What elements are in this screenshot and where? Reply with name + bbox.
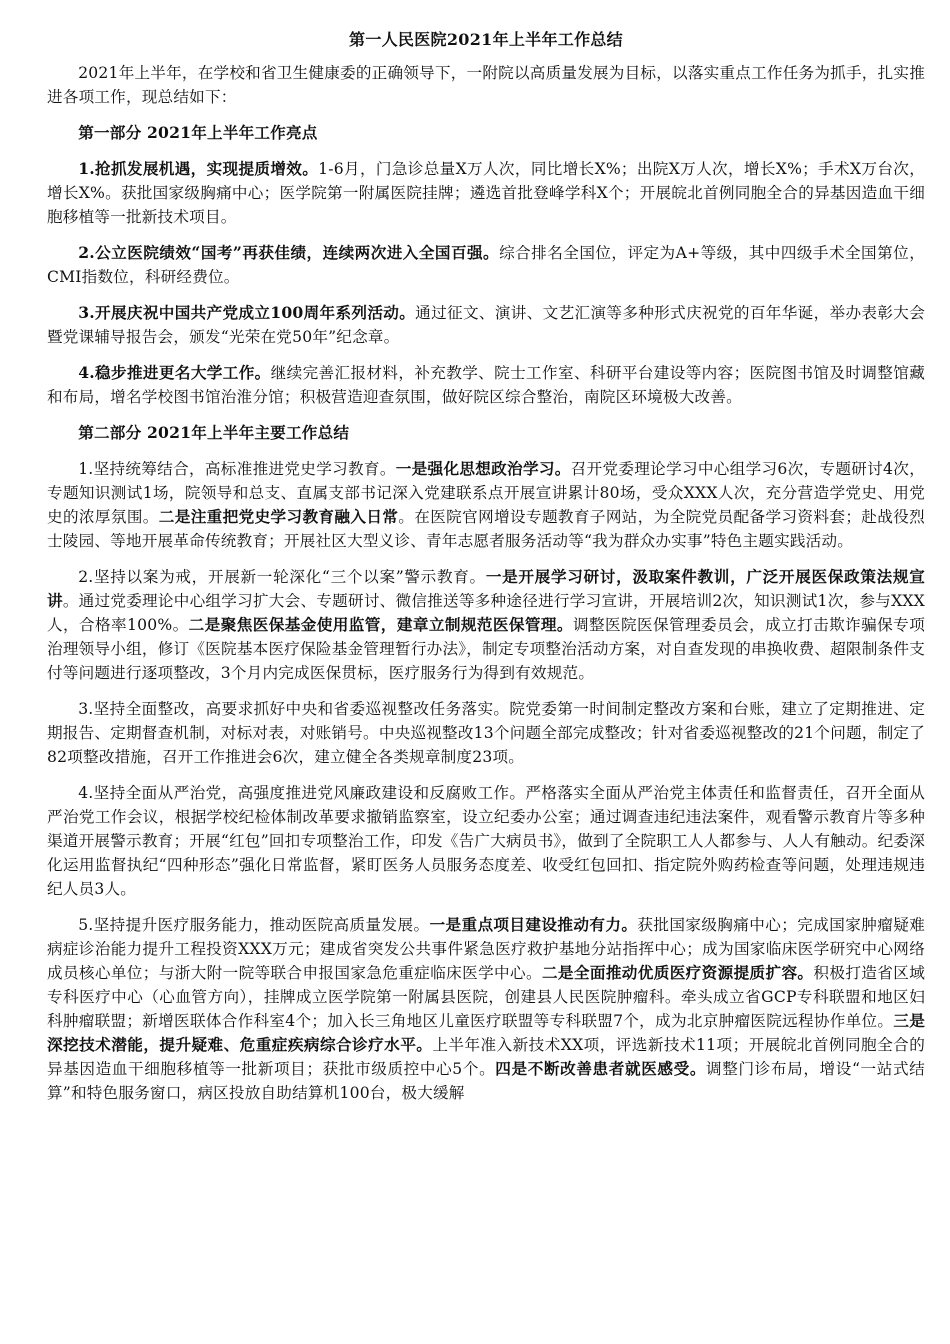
- highlight-text: 继续完善汇报材料，补充教学、院士工作室、科研平台建设等内容；医院图书馆及时调整馆藏和布局，增名学校图书馆治淮分馆；积极营造迎查氛围，做好院区综合整治，南院区环境极大改善。: [47, 364, 925, 406]
- summary-text: 4.坚持全面从严治党，高强度推进党风廉政建设和反腐败工作。严格落实全面从严治党主体责任和监督责任，召开全面从严治党工作会议，根据学校纪检体制改革要求撤销监察室，设立纪委办公室；通过调查违纪违法案件，观看警示教育片等多种渠道开展警示教育；开展“红包”回扣专项整治工作，印发《告广大病员书》，做到了全院职工人人都参与、人人有触动。纪委深化运用监督执纪“四种形态”强化日常监督，紧盯医务人员服务态度差、收受红包回扣、指定院外购药检查等问题，处理违规违纪人员3人。: [47, 784, 925, 898]
- highlight-lead: 2.公立医院绩效“国考”再获佳绩，连续两次进入全国百强。: [78, 243, 500, 262]
- highlight-text: 1-6月，门急诊总量X万人次，同比增长X%；出院X万人次，增长X%；手术X万台次，增长X%。获批国家级胸痛中心；医学院第一附属医院挂牌；遴选首批登峰学科X个；开展皖北首例同胞全合的异基因造血干细胞移植等一批新技术项目。: [47, 160, 925, 226]
- highlight-lead: 3.开展庆祝中国共产党成立100周年系列活动。: [78, 303, 416, 322]
- summary-bold: 二是全面推动优质医疗资源提质扩容。: [541, 963, 814, 982]
- summary-text: 调整医院医保管理委员会，成立打击欺诈骗保专项治理领导小组，修订《医院基本医疗保险基金管理暂行办法》，制定专项整治活动方案，对自查发现的串换收费、超限制条件支付等问题进行逐项整改，3个月内完成医保贯标，医疗服务行为得到有效规范。: [47, 616, 925, 682]
- summary-bold: 一是开展学习研讨，汲取案件教训，广泛开展医保政策法规宣讲: [47, 567, 925, 610]
- summary-bold: 一是重点项目建设推动有力。: [429, 915, 638, 934]
- summary-item-3: [47, 697, 925, 769]
- summary-text: 3.坚持全面整改，高要求抓好中央和省委巡视整改任务落实。院党委第一时间制定整改方案和台账，建立了定期推进、定期报告、定期督查机制，对标对表，对账销号。中央巡视整改13个问题全部完成整改；针对省委巡视整改的21个问题，制定了82项整改措施，召开工作推进会6次，建立健全各类规章制度23项。: [47, 700, 925, 766]
- summary-bold: 一是强化思想政治学习。: [395, 459, 571, 478]
- highlight-lead: 1.抢抓发展机遇，实现提质增效。: [78, 159, 319, 178]
- highlight-text: 通过征文、演讲、文艺汇演等多种形式庆祝党的百年华诞，举办表彰大会暨党课辅导报告会，颁发“光荣在党50年”纪念章。: [47, 304, 925, 346]
- highlight-text: 综合排名全国位，评定为A+等级，其中四级手术全国第位，CMI指数位，科研经费位。: [47, 244, 925, 286]
- highlight-item: [47, 241, 925, 289]
- highlight-item: [47, 361, 925, 409]
- summary-bold: 二是聚焦医保基金使用监管，建章立制规范医保管理。: [188, 615, 573, 634]
- intro-text: 2021年上半年，在学校和省卫生健康委的正确领导下，一附院以高质量发展为目标，以落实重点工作任务为抓手，扎实推进各项工作，现总结如下：: [47, 64, 925, 106]
- summary-text: 调整门诊布局，增设“一站式结算”和特色服务窗口，病区投放自助结算机100台，极大缓解: [47, 1060, 925, 1102]
- summary-text: 2.坚持以案为戒，开展新一轮深化“三个以案”警示教育。: [78, 568, 486, 586]
- summary-item-5: [47, 913, 925, 1105]
- summary-text: 获批国家级胸痛中心；完成国家肿瘤疑难病症诊治能力提升工程投资XXX万元；建成省突发公共事件紧急医疗救护基地分站指挥中心；成为国家临床医学研究中心网络成员核心单位；与浙大附一院等联合申报国家急危重症临床医学中心。: [47, 916, 925, 982]
- summary-bold: 四是不断改善患者就医感受。: [495, 1059, 707, 1078]
- highlight-item: [47, 301, 925, 349]
- part2-heading: 第二部分 2021年上半年主要工作总结: [78, 423, 350, 442]
- document-title: 第一人民医院2021年上半年工作总结: [349, 30, 623, 49]
- summary-item-1: [47, 457, 925, 553]
- summary-text: 1.坚持统筹结合，高标准推进党史学习教育。: [78, 460, 396, 478]
- summary-item-4: [47, 781, 925, 901]
- summary-item-2: [47, 565, 925, 685]
- summary-text: 召开党委理论学习中心组学习6次，专题研讨4次，专题知识测试1场，院领导和总支、直属支部书记深入党建联系点开展宣讲累计80场，受众XXX人次，充分营造学党史、用党史的浓厚氛围。: [47, 460, 925, 526]
- summary-bold: 三是深挖技术潜能，提升疑难、危重症疾病综合诊疗水平。: [47, 1011, 925, 1054]
- highlight-lead: 4.稳步推进更名大学工作。: [78, 363, 271, 382]
- intro-paragraph: [47, 61, 925, 109]
- part1-heading: 第一部分 2021年上半年工作亮点: [78, 123, 318, 142]
- summary-text: 5.坚持提升医疗服务能力，推动医院高质量发展。: [78, 916, 430, 934]
- summary-text: 积极打造省区域专科医疗中心（心血管方向），挂牌成立医学院第一附属县医院，创建县人民医院肿瘤科。牵头成立省GCP专科联盟和地区妇科肿瘤联盟；新增医联体合作科室4个；加入长三角地区儿童医疗联盟等专科联盟7个，成为北京肿瘤医院远程协作单位。: [47, 964, 925, 1030]
- summary-text: 上半年准入新技术XX项，评选新技术11项；开展皖北首例同胞全合的异基因造血干细胞移植等一批新项目；获批市级质控中心5个。: [47, 1036, 925, 1078]
- highlight-item: [47, 157, 925, 229]
- summary-text: 。在医院官网增设专题教育子网站，为全院党员配备学习资料套；赴战役烈士陵园、等地开展革命传统教育；开展社区大型义诊、青年志愿者服务活动等“我为群众办实事”特色主题实践活动。: [47, 508, 925, 550]
- summary-text: 。通过党委理论中心组学习扩大会、专题研讨、微信推送等多种途径进行学习宣讲，开展培训2次，知识测试1次，参与XXX人，合格率100%。: [47, 592, 925, 634]
- summary-bold: 二是注重把党史学习教育融入日常: [158, 507, 399, 526]
